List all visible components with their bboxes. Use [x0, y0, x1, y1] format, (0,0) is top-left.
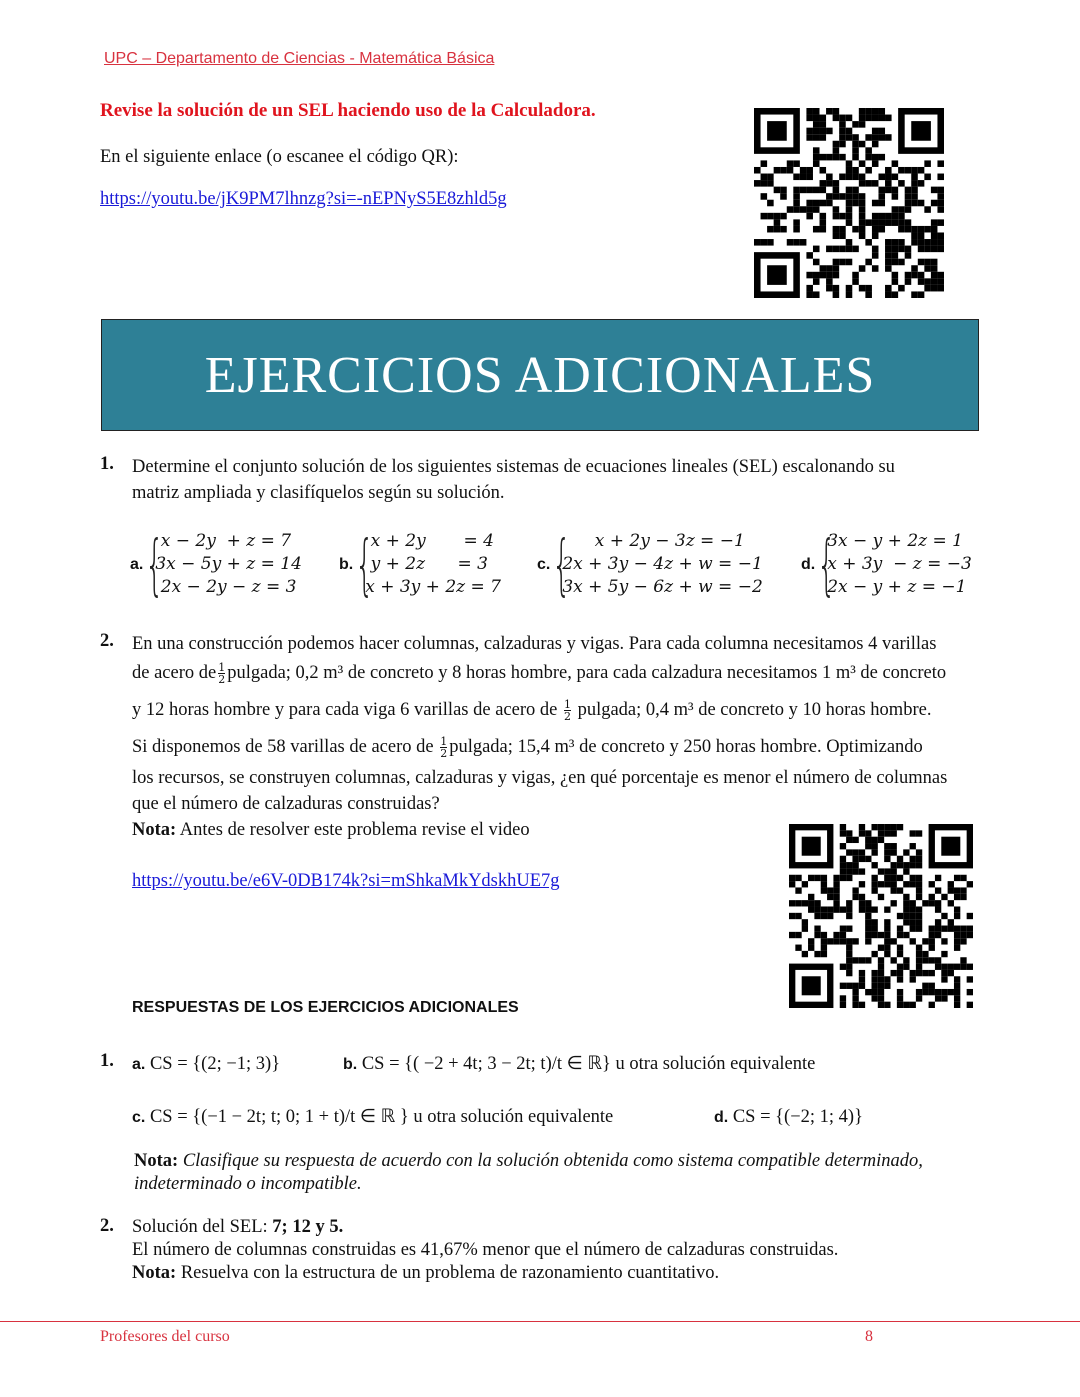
exercise-1-line2: matriz ampliada y clasifíquelos según su solución.: [132, 483, 505, 503]
system-label: d.: [801, 555, 816, 573]
intro-text: En el siguiente enlace (o escanee el código QR):: [100, 147, 459, 167]
intro-heading: Revise la solución de un SEL haciendo uso de la Calculadora.: [100, 100, 596, 121]
note-text: Antes de resolver este problema revise el video: [176, 820, 530, 840]
answer-1-number: 1.: [100, 1051, 114, 1071]
note-line: Clasifique su respuesta de acuerdo con la solución obtenida como sistema compatible determinado,: [178, 1151, 923, 1171]
fraction: [218, 662, 225, 685]
exercise-2-note: [132, 817, 530, 843]
note-text: Resuelva con la estructura de un problema de razonamiento cuantitativo.: [176, 1263, 720, 1283]
exercise-2-line4: [132, 734, 923, 760]
denominator: 2: [218, 673, 226, 687]
equation: 2x − y + z = −1: [827, 577, 967, 597]
text: pulgada; 15,4 m³ de concreto y 250 horas hombre. Optimizando: [449, 737, 923, 757]
answer-text: CS = {( −2 + 4t; 3 − 2t; t)/t ∈ ℝ} u otra solución equivalente: [357, 1054, 816, 1074]
system-c: [537, 525, 763, 603]
equation: x + 2y = 4: [365, 531, 494, 551]
note-label: Nota:: [134, 1151, 179, 1171]
equation: 2x + 3y − 4z + w = −1: [562, 554, 763, 574]
video-link-1[interactable]: https://youtu.be/jK9PM7lhnzg?si=-nEPNyS5E8zhld5g: [100, 189, 507, 209]
qr-code-1: [754, 108, 944, 298]
brace-icon: {: [355, 525, 375, 603]
answer-label: a.: [132, 1056, 146, 1073]
equation: x − 2y + z = 7: [155, 531, 292, 551]
exercise-2-line3: [132, 697, 931, 723]
equation: x + 3y − z = −3: [827, 554, 972, 574]
exercise-1-number: 1.: [100, 454, 114, 474]
exercise-2-line1: En una construcción podemos hacer columnas, calzaduras y vigas. Para cada columna necesitamos 4 varillas: [132, 634, 937, 654]
system-label: b.: [339, 555, 354, 573]
page-header: UPC – Departamento de Ciencias - Matemática Básica: [104, 50, 495, 67]
brace-icon: {: [145, 525, 165, 603]
video-link-2[interactable]: https://youtu.be/e6V-0DB174k?si=mShkaMkYdskhUE7g: [132, 871, 560, 891]
text: y 12 horas hombre y para cada viga 6 varillas de acero de: [132, 700, 558, 720]
exercise-2-line6: que el número de calzaduras construidas?: [132, 794, 440, 814]
answer-1b: [343, 1051, 815, 1078]
denominator: 2: [563, 710, 571, 724]
text: Si disponemos de 58 varillas de acero de: [132, 737, 434, 757]
numerator: 1: [218, 661, 226, 675]
answer-2: [132, 1216, 838, 1285]
section-banner: [101, 319, 979, 431]
answer-2-line2: El número de columnas construidas es 41,67% menor que el número de calzaduras construidas.: [132, 1240, 839, 1260]
exercise-2-line5: los recursos, se construyen columnas, calzaduras y vigas, ¿en qué porcentaje es menor el número de columnas: [132, 768, 948, 788]
answer-1-note: [134, 1150, 923, 1196]
fraction: [440, 736, 447, 759]
equation: 2x − 2y − z = 3: [155, 577, 297, 597]
note-label: Nota:: [132, 1263, 177, 1283]
answer-2-number: 2.: [100, 1216, 114, 1236]
page-number: 8: [865, 1328, 873, 1345]
denominator: 2: [440, 747, 448, 761]
brace-icon: {: [552, 525, 572, 603]
exercise-2-number: 2.: [100, 631, 114, 651]
equation: x + 3y + 2z = 7: [365, 577, 501, 597]
answer-1d: [714, 1104, 863, 1131]
system-label: a.: [130, 555, 144, 573]
qr-code-2: [789, 824, 973, 1008]
equation: 3x + 5y − 6z + w = −2: [562, 577, 763, 597]
text: pulgada; 0,4 m³ de concreto y 10 horas hombre.: [577, 700, 932, 720]
numerator: 1: [563, 698, 571, 712]
equation: x + 2y − 3z = −1: [562, 531, 745, 551]
solution-value: 7; 12 y 5.: [272, 1217, 344, 1237]
answer-text: CS = {(−1 − 2t; t; 0; 1 + t)/t ∈ ℝ } u otra solución equivalente: [145, 1107, 614, 1127]
text: pulgada; 0,2 m³ de concreto y 8 horas hombre, para cada calzadura necesitamos 1 m³ de concreto: [227, 663, 947, 683]
system-d: [801, 525, 972, 603]
note-line: indeterminado o incompatible.: [134, 1174, 362, 1194]
equation: 3x − 5y + z = 14: [155, 554, 302, 574]
system-b: [339, 525, 501, 603]
numerator: 1: [440, 735, 448, 749]
equation: 3x − y + 2z = 1: [827, 531, 963, 551]
banner-title: EJERCICIOS ADICIONALES: [204, 346, 876, 404]
answer-label: c.: [132, 1109, 146, 1126]
system-a: [130, 525, 302, 603]
system-label: c.: [537, 555, 551, 573]
answer-1c: [132, 1104, 613, 1131]
fraction: [564, 699, 571, 722]
exercise-2-line2: [132, 660, 946, 686]
brace-icon: {: [817, 525, 837, 603]
answer-1a: [132, 1051, 280, 1078]
footer-divider: [0, 1321, 1080, 1322]
answer-text: CS = {(2; −1; 3)}: [145, 1054, 281, 1074]
text: de acero de: [132, 663, 217, 683]
note-label: Nota:: [132, 820, 177, 840]
answer-label: b.: [343, 1056, 358, 1073]
footer-left: Profesores del curso: [100, 1328, 230, 1345]
equation: y + 2z = 3: [365, 554, 488, 574]
answers-heading: RESPUESTAS DE LOS EJERCICIOS ADICIONALES: [132, 999, 519, 1016]
exercise-1-line1: Determine el conjunto solución de los siguientes sistemas de ecuaciones lineales (SEL) escalonando su: [132, 457, 895, 477]
answer-label: d.: [714, 1109, 729, 1126]
solution-label: Solución del SEL:: [132, 1217, 273, 1237]
answer-text: CS = {(−2; 1; 4)}: [728, 1107, 863, 1127]
